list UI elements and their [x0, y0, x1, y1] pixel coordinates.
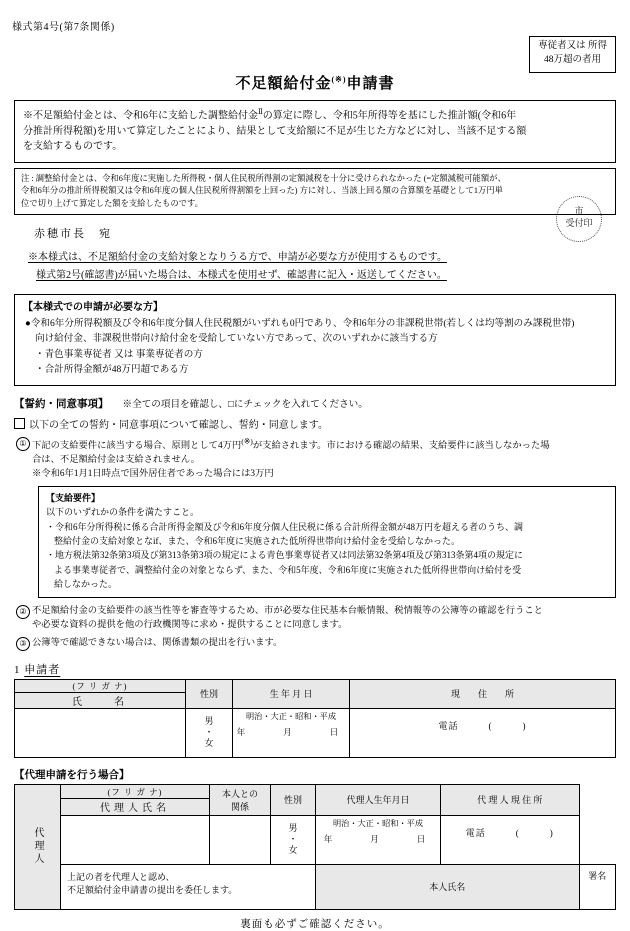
form-number: 様式第4号(第7条関係) — [12, 22, 115, 33]
applicant-gender-options: 男 ・ 女 — [204, 715, 214, 749]
footer-note: 裏面も必ずご確認ください。 — [240, 918, 390, 930]
applicant-address-input[interactable] — [350, 708, 616, 757]
applicant-gender-input[interactable] — [186, 708, 233, 757]
payment-requirements-box — [38, 486, 616, 598]
item1-sup: (※) — [241, 436, 253, 446]
item1-line-1a: 下記の支給要件に該当する場合、原則として4万円 — [32, 440, 242, 451]
agreement-heading-text: 【誓約・同意事項】 — [14, 398, 109, 410]
proxy-furigana-label: (フ リ ガ ナ) — [107, 786, 163, 797]
circled-one: ① — [16, 437, 30, 451]
item2-line-1: 不足額給付金の支給要件の該当性等を審査等するため、市が必要な住民基本台帳情報、税情報等の公簿等の確認を行うこと — [32, 605, 543, 616]
agreement-heading-sub: ※全ての項目を確認し、□にチェックを入れてください。 — [122, 398, 368, 410]
requirements-bullet-2: ・地方税法第32条第3項及び第313条第3項の規定による青色事業専従者又は同法第32条第4項及び第313条第4項の規定に — [46, 550, 524, 561]
proxy-tel-label: 電話 ( ) — [465, 827, 554, 838]
proxy-address-input[interactable] — [441, 815, 580, 864]
applicant-era-label: 明治・大正・昭和・平成 — [245, 711, 337, 721]
eligibility-box — [14, 294, 616, 385]
item1-line-1 — [32, 436, 616, 454]
footnote-line-3: 位で切り上げて算定した額を支給したものです。 — [21, 198, 203, 208]
delegation-line-2: 不足額給付金申請書の提出を委任します。 — [67, 884, 238, 895]
proxy-input-row — [15, 815, 616, 864]
item1-line-2: 合は、不足額給付金は支給されません。 — [32, 455, 200, 466]
agreement-item-1-text — [32, 436, 616, 600]
applicant-birth-input[interactable] — [233, 708, 350, 757]
agreement-item-3-text — [32, 636, 616, 651]
eligibility-bullet-3: ・合計所得金額が48万円超である方 — [35, 364, 189, 376]
target-line-1: 専従者又は 所得 — [538, 41, 607, 51]
footnote-box — [14, 168, 616, 215]
agreement-checkbox-row[interactable] — [14, 416, 616, 431]
agreement-item-1-number — [14, 436, 32, 600]
usage-statement-2: 様式第2号(確認書)が届いた場合は、本様式を使用せず、確認書に記入・返送してください。 — [36, 270, 447, 282]
eligibility-bullet-2: ・青色事業専従者 又は 事業専従者の方 — [35, 348, 203, 360]
eligibility-heading: 【本様式での申請が必要な方】 — [23, 302, 163, 314]
proxy-name-header-cell — [61, 784, 210, 815]
target-line-2: 48万超の者用 — [544, 54, 602, 65]
applicant-birth-header: 生 年 月 日 — [233, 679, 350, 708]
signature-label: 署名 — [588, 870, 607, 881]
title-main: 不足額給付金 — [235, 76, 332, 92]
applicant-ymd-label: 年 月 日 — [236, 726, 346, 737]
eligibility-bullet-1: ●令和6年分所得税額及び令和6年度分個人住民税額がいずれも0円であり、令和6年分の非課税世帯(若しくは均等割のみ課税世帯) — [25, 318, 575, 330]
agreement-item-2-number — [14, 604, 32, 633]
requirements-bullet-2c: 給しなかった。 — [54, 579, 118, 590]
proxy-side-label: 代理人 — [32, 827, 43, 867]
applicant-input-row — [15, 708, 616, 757]
title-suffix: 申請書 — [346, 76, 395, 92]
proxy-section-heading: 【代理申請を行う場合】 — [14, 769, 130, 781]
proxy-birth-header: 代理人生年月日 — [316, 784, 441, 815]
proxy-ymd-label: 年 月 日 — [323, 833, 433, 844]
definition-line-2: 分推計所得税額)を用いて算定したことにより、結果として支給額に不足が生じた方などに対し、当該不足する額 — [23, 125, 527, 137]
applicant-gender-header: 性別 — [186, 679, 233, 708]
definition-line-3: を支給するものです。 — [23, 141, 123, 153]
circled-three: ③ — [16, 637, 30, 651]
agreement-checkbox[interactable] — [14, 418, 25, 429]
footnote-line-1: 注 : 調整給付金とは、令和6年度に実施した所得税・個人住民税所得割の定額減税を十分に受けられなかった (=定額減税可能額が、 — [21, 173, 506, 183]
stamp-line-1: 市 — [574, 206, 584, 216]
item1-line-3: ※令和6年1月1日時点で国外居住者であった場合には3万円 — [32, 469, 274, 480]
proxy-era-label: 明治・大正・昭和・平成 — [332, 818, 424, 828]
definition-sup: Ⅱ — [258, 108, 263, 116]
applicant-header-row — [15, 679, 616, 708]
proxy-name-label: 代理人氏名 — [61, 798, 209, 814]
agreement-item-2 — [14, 604, 616, 633]
addressee: 赤穂市長 宛 — [34, 228, 112, 241]
proxy-relation-input[interactable] — [210, 815, 271, 864]
title-sup: (※) — [331, 75, 347, 84]
requirements-bullet-2b: よる事業専従者で、調整給付金の対象とならず、また、令和5年度、令和6年度に実施された低所得世帯向け給付を受 — [54, 564, 522, 575]
proxy-table — [14, 784, 616, 910]
proxy-address-header: 代 理 人 現 住 所 — [441, 784, 580, 815]
requirements-bullet-1: ・令和6年分所得税に係る合計所得金額及び令和6年度分個人住民税に係る合計所得金額が48万円を超える者のうち、調 — [46, 521, 524, 532]
definition-note-box — [14, 100, 616, 163]
applicant-section-label: 申請者 — [24, 663, 61, 676]
delegation-line-1: 上記の者を代理人と認め、 — [67, 871, 175, 882]
principal-name-label: 本人氏名 — [316, 864, 580, 909]
proxy-side-label-cell — [15, 784, 61, 909]
definition-line-1b: の算定に際し、令和5年所得等を基にした推計額(令和6年 — [262, 110, 517, 122]
footnote-line-2: 令和6年分の推計所得税額又は令和6年度の個人住民税所得割額を上回った) 方に対し、当該上回る額の合算額を基礎として1万円単 — [21, 186, 503, 196]
applicant-address-header: 現 住 所 — [350, 679, 616, 708]
proxy-gender-options: 男 ・ 女 — [288, 822, 298, 856]
applicant-section-number: 1 — [14, 663, 21, 676]
target-user-box — [529, 36, 616, 73]
requirements-heading: 【支給要件】 — [46, 492, 101, 503]
item2-line-2: や必要な資料の提供を他の行政機関等に求め・提供することに同意します。 — [32, 619, 348, 630]
applicant-name-input[interactable] — [15, 708, 186, 757]
form-content — [14, 100, 616, 931]
page-title — [0, 72, 630, 93]
applicant-section-title — [14, 661, 616, 677]
agreement-checkbox-label: 以下の全ての誓約・同意事項について確認し、誓約・同意します。 — [29, 419, 328, 431]
agreement-heading — [14, 396, 616, 411]
proxy-gender-input[interactable] — [271, 815, 316, 864]
item3-line-1: 公簿等で確認できない場合は、関係書類の提出を行います。 — [32, 638, 283, 649]
proxy-birth-input[interactable] — [316, 815, 441, 864]
agreement-item-2-text — [32, 604, 616, 633]
proxy-gender-header: 性別 — [271, 784, 316, 815]
proxy-name-input[interactable] — [61, 815, 210, 864]
requirements-line-1: 以下のいずれかの条件を満たすこと。 — [46, 507, 200, 518]
agreement-items — [14, 436, 616, 652]
applicant-name-label: 氏 名 — [15, 692, 185, 708]
item1-line-1b: が支給されます。市における確認の結果、支給要件に該当しなかった場 — [252, 440, 550, 451]
circled-two: ② — [16, 605, 30, 619]
eligibility-bullet-1b: 向け給付金、非課税世帯向け給付金を受給していない方であって、次のいずれかに該当する方 — [35, 333, 438, 345]
applicant-table — [14, 679, 616, 758]
applicant-furigana-label: (フ リ ガ ナ) — [72, 680, 128, 691]
applicant-tel-label: 電話 ( ) — [438, 720, 527, 731]
proxy-relation-header: 本人との 関係 — [210, 784, 271, 815]
definition-line-1 — [23, 107, 607, 124]
definition-line-1a: ※不足額給付金とは、令和6年に支給した調整給付金 — [23, 110, 258, 122]
agreement-item-3 — [14, 636, 616, 651]
proxy-header-row — [15, 784, 616, 815]
agreement-item-3-number — [14, 636, 32, 651]
usage-statement-1: ※本様式は、不足額給付金の支給対象となりうる方で、申請が必要な方が使用するものです。 — [28, 252, 447, 264]
requirements-bullet-1b: 整給付金の支給対象となif、また、令和6年度に実施された低所得世帯向け給付金を受給しなかった。 — [54, 536, 461, 546]
agreement-item-1 — [14, 436, 616, 600]
stamp-line-2: 受付印 — [565, 217, 593, 228]
applicant-name-header-cell — [15, 679, 186, 708]
